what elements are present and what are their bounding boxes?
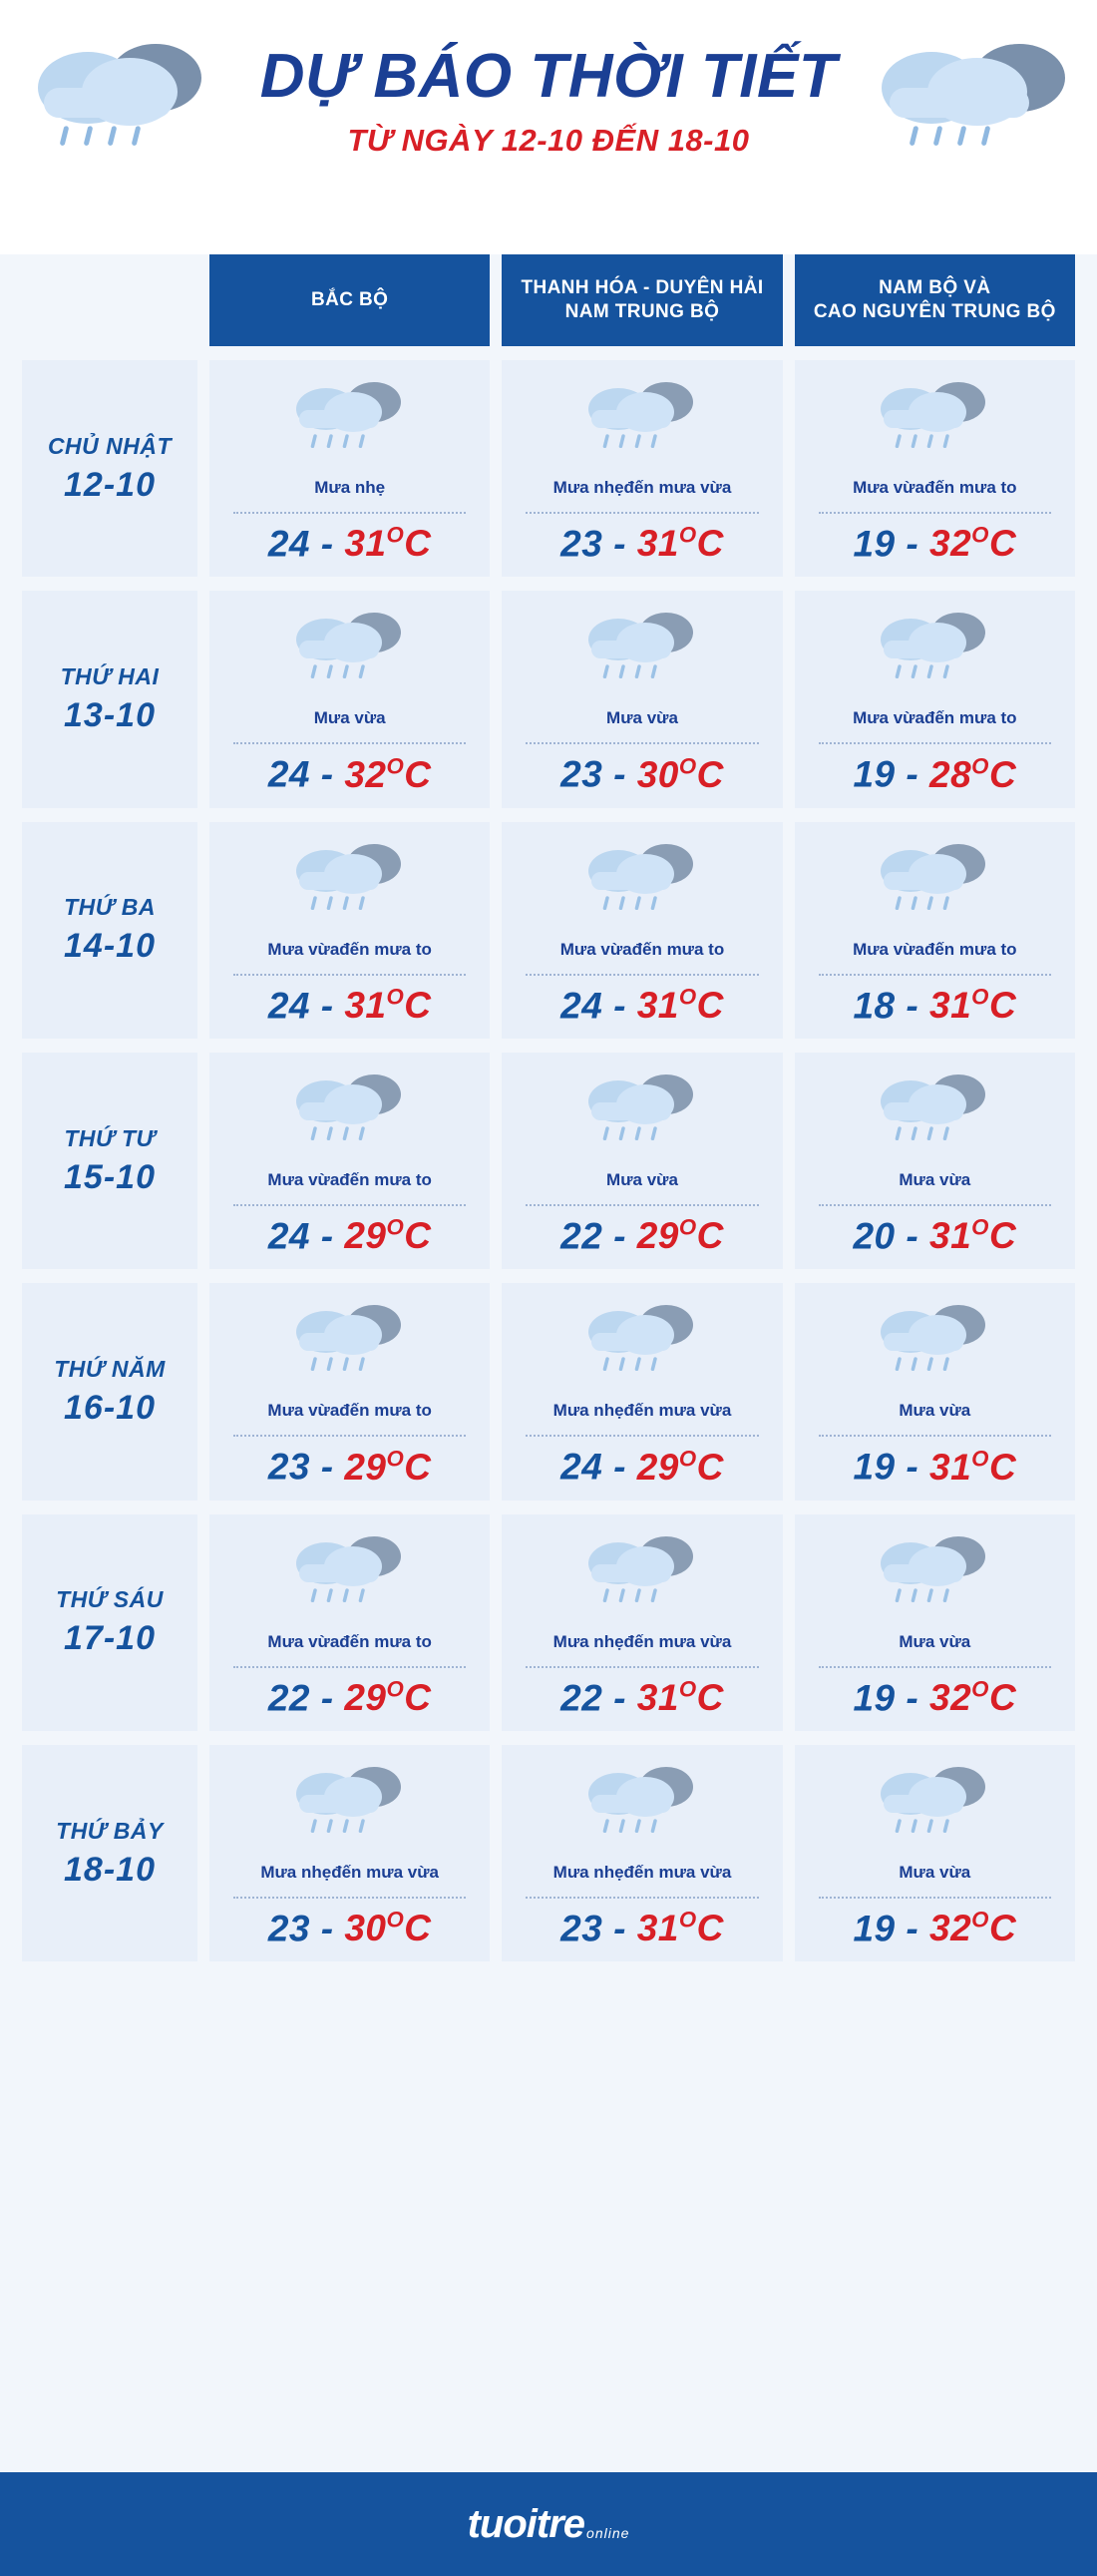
forecast-cell: [502, 1053, 782, 1269]
rain-cloud-icon: [290, 1763, 410, 1843]
condition-text: Mưa vừa: [899, 1169, 971, 1189]
temp-high: $29^OC$: [344, 1446, 432, 1488]
divider: [233, 1435, 466, 1437]
column-header-bac-bo: [209, 254, 490, 346]
day-name: CHỦ NHẬT: [47, 432, 173, 459]
temp-high: $32^OC$: [929, 1907, 1017, 1949]
forecast-cell: [795, 591, 1075, 807]
temp-high: $29^OC$: [344, 1676, 432, 1718]
condition-text: Mưa vừa: [899, 1862, 971, 1882]
column-header-row: [0, 254, 1097, 346]
divider: [526, 512, 758, 514]
day-name: THỨ SÁU: [56, 1586, 164, 1613]
forecast-cell: [502, 1745, 782, 1961]
rain-cloud-icon: [875, 1301, 994, 1381]
day-date: 18-10: [64, 1850, 156, 1889]
temperature-range: $23 - 30^OC$: [560, 753, 724, 795]
forecast-cell: [209, 591, 490, 807]
divider: [819, 1666, 1051, 1668]
temperature-range: $19 - 32^OC$: [853, 1907, 1017, 1949]
page-title: DỰ BÁO THỜI TIẾT: [259, 42, 838, 111]
temp-high: $31^OC$: [929, 1214, 1017, 1257]
rain-cloud-icon: [875, 378, 994, 458]
forecast-cell: [795, 1514, 1075, 1731]
temperature-range: $23 - 31^OC$: [560, 523, 724, 565]
divider: [526, 742, 758, 744]
condition-text: Mưa vừa đến mưa to: [853, 708, 1017, 728]
rain-cloud-icon: [582, 1301, 702, 1381]
forecast-cell: [795, 360, 1075, 577]
forecast-cell: [502, 1283, 782, 1500]
temperature-range: $22 - 29^OC$: [267, 1676, 432, 1718]
forecast-rows: [0, 360, 1097, 1961]
rain-cloud-icon: [582, 1532, 702, 1612]
temp-low: 22: [560, 1676, 603, 1718]
condition-text: Mưa vừa: [899, 1401, 971, 1421]
temperature-range: $19 - 28^OC$: [853, 753, 1017, 795]
temp-low: 22: [560, 1215, 603, 1257]
logo-sub-text: online: [586, 2524, 630, 2541]
temp-low: 19: [853, 753, 896, 795]
day-date: 12-10: [64, 465, 156, 504]
divider: [819, 1897, 1051, 1899]
temp-low: 20: [853, 1215, 896, 1257]
condition-text: Mưa vừa đến mưa to: [853, 939, 1017, 959]
day-name: THỨ HAI: [60, 662, 160, 689]
temp-high: $31^OC$: [929, 1446, 1017, 1488]
forecast-cell: [795, 1283, 1075, 1500]
temp-low: 23: [560, 753, 603, 795]
forecast-row: [22, 822, 1075, 1039]
day-name: THỨ NĂM: [54, 1355, 166, 1382]
temp-low: 24: [267, 753, 310, 795]
temp-high: $31^OC$: [636, 1676, 724, 1718]
day-date: 13-10: [64, 695, 156, 734]
rain-cloud-icon: [870, 30, 1069, 160]
divider: [819, 742, 1051, 744]
temperature-range: $19 - 32^OC$: [853, 1676, 1017, 1718]
condition-text: Mưa nhẹ đến mưa vừa: [260, 1862, 439, 1882]
temperature-range: $24 - 31^OC$: [267, 523, 432, 565]
condition-text: Mưa vừa đến mưa to: [559, 939, 725, 959]
divider: [233, 1204, 466, 1206]
forecast-row: [22, 591, 1075, 807]
divider: [526, 1897, 758, 1899]
forecast-cell: [209, 1053, 490, 1269]
temp-low: 23: [267, 1446, 310, 1488]
divider: [233, 974, 466, 976]
temp-high: $31^OC$: [636, 984, 724, 1026]
condition-text: Mưa vừa: [313, 708, 386, 728]
forecast-cell: [209, 1283, 490, 1500]
temperature-range: $23 - 31^OC$: [560, 1907, 724, 1949]
column-header-label: THANH HÓA - DUYÊN HẢI NAM TRUNG BỘ: [521, 277, 764, 322]
condition-text: Mưa vừa đến mưa to: [267, 1631, 432, 1651]
forecast-row: [22, 360, 1075, 577]
divider: [819, 974, 1051, 976]
rain-cloud-icon: [875, 1763, 994, 1843]
day-name: THỨ TƯ: [64, 1124, 156, 1151]
forecast-cell: [795, 1053, 1075, 1269]
divider: [233, 512, 466, 514]
temp-low: 24: [267, 1215, 310, 1257]
rain-cloud-icon: [28, 30, 227, 160]
forecast-cell: [502, 822, 782, 1039]
forecast-row: [22, 1514, 1075, 1731]
day-date: 17-10: [64, 1619, 156, 1658]
rain-cloud-icon: [582, 840, 702, 920]
forecast-cell: [209, 360, 490, 577]
rain-cloud-icon: [290, 609, 410, 688]
rain-cloud-icon: [875, 1071, 994, 1150]
forecast-cell: [795, 1745, 1075, 1961]
rain-cloud-icon: [875, 1532, 994, 1612]
temp-high: $29^OC$: [344, 1214, 432, 1257]
temp-high: $32^OC$: [929, 523, 1017, 565]
temperature-range: $20 - 31^OC$: [853, 1214, 1017, 1257]
temp-low: 19: [853, 523, 896, 565]
temp-high: $31^OC$: [636, 1907, 724, 1949]
temp-high: $31^OC$: [929, 984, 1017, 1026]
temperature-range: $22 - 29^OC$: [560, 1214, 724, 1257]
column-header-thanh-hoa-duyen-hai-nam-trung-bo: [502, 254, 782, 346]
temperature-range: $23 - 30^OC$: [267, 1907, 432, 1949]
day-label: [22, 360, 197, 577]
temp-high: $30^OC$: [636, 753, 724, 795]
condition-text: Mưa vừa: [606, 1169, 678, 1189]
column-header-nam-bo-cao-nguyen-trung-bo: [795, 254, 1075, 346]
temp-low: 24: [267, 984, 310, 1026]
footer: [0, 2472, 1097, 2576]
day-label: [22, 1514, 197, 1731]
divider: [233, 1666, 466, 1668]
temp-high: $29^OC$: [636, 1214, 724, 1257]
header: [0, 0, 1097, 254]
rain-cloud-icon: [290, 378, 410, 458]
temp-low: 18: [853, 984, 896, 1026]
rain-cloud-icon: [582, 1763, 702, 1843]
day-label: [22, 1053, 197, 1269]
condition-text: Mưa nhẹ đến mưa vừa: [552, 477, 732, 497]
condition-text: Mưa nhẹ: [314, 477, 386, 497]
temp-high: $31^OC$: [344, 984, 432, 1026]
temp-low: 24: [560, 984, 603, 1026]
forecast-cell: [502, 360, 782, 577]
tuoitre-logo: [468, 2502, 630, 2547]
rain-cloud-icon: [290, 1301, 410, 1381]
divider: [233, 1897, 466, 1899]
temperature-range: $24 - 29^OC$: [267, 1214, 432, 1257]
divider: [819, 1435, 1051, 1437]
column-header-spacer: [22, 254, 197, 346]
temp-low: 19: [853, 1908, 896, 1949]
logo-main-text: tuoitre: [467, 2501, 585, 2546]
condition-text: Mưa nhẹ đến mưa vừa: [552, 1401, 732, 1421]
column-header-label: NAM BỘ VÀ CAO NGUYÊN TRUNG BỘ: [813, 277, 1056, 322]
divider: [233, 742, 466, 744]
temperature-range: $24 - 31^OC$: [267, 984, 432, 1026]
temperature-range: $19 - 32^OC$: [853, 523, 1017, 565]
forecast-row: [22, 1053, 1075, 1269]
temp-low: 19: [853, 1676, 896, 1718]
rain-cloud-icon: [582, 609, 702, 688]
divider: [819, 512, 1051, 514]
day-label: [22, 822, 197, 1039]
rain-cloud-icon: [290, 1532, 410, 1612]
day-date: 15-10: [64, 1157, 156, 1196]
day-label: [22, 1283, 197, 1500]
temp-high: $28^OC$: [929, 753, 1017, 795]
temp-low: 23: [560, 1908, 603, 1949]
forecast-row: [22, 1283, 1075, 1500]
condition-text: Mưa vừa đến mưa to: [853, 477, 1017, 497]
condition-text: Mưa vừa: [899, 1631, 971, 1651]
temperature-range: $19 - 31^OC$: [853, 1446, 1017, 1488]
temp-high: $29^OC$: [636, 1446, 724, 1488]
forecast-row: [22, 1745, 1075, 1961]
temp-low: 23: [560, 523, 603, 565]
forecast-cell: [209, 1745, 490, 1961]
temp-high: $32^OC$: [344, 753, 432, 795]
temp-high: $30^OC$: [344, 1907, 432, 1949]
forecast-cell: [502, 1514, 782, 1731]
day-name: THỨ BA: [64, 894, 156, 921]
temp-low: 24: [560, 1446, 603, 1488]
divider: [819, 1204, 1051, 1206]
day-label: [22, 591, 197, 807]
forecast-cell: [795, 822, 1075, 1039]
column-header-label: BẮC BỘ: [310, 289, 389, 311]
page-subtitle: TỪ NGÀY 12-10 ĐẾN 18-10: [347, 123, 750, 159]
day-date: 14-10: [64, 927, 156, 966]
temp-low: 24: [267, 523, 310, 565]
temp-low: 19: [853, 1446, 896, 1488]
temp-high: $32^OC$: [929, 1676, 1017, 1718]
divider: [526, 974, 758, 976]
forecast-cell: [209, 1514, 490, 1731]
temperature-range: $24 - 31^OC$: [560, 984, 724, 1026]
rain-cloud-icon: [875, 609, 994, 688]
day-name: THỨ BẢY: [56, 1817, 164, 1844]
temp-low: 23: [267, 1908, 310, 1949]
condition-text: Mưa nhẹ đến mưa vừa: [552, 1631, 732, 1651]
temp-high: $31^OC$: [344, 523, 432, 565]
forecast-cell: [209, 822, 490, 1039]
condition-text: Mưa vừa đến mưa to: [267, 1401, 432, 1421]
condition-text: Mưa vừa đến mưa to: [267, 1169, 432, 1189]
divider: [526, 1204, 758, 1206]
temperature-range: $22 - 31^OC$: [560, 1676, 724, 1718]
rain-cloud-icon: [582, 1071, 702, 1150]
temperature-range: $23 - 29^OC$: [267, 1446, 432, 1488]
condition-text: Mưa nhẹ đến mưa vừa: [552, 1862, 732, 1882]
temperature-range: $24 - 29^OC$: [560, 1446, 724, 1488]
divider: [526, 1435, 758, 1437]
rain-cloud-icon: [290, 840, 410, 920]
forecast-cell: [502, 591, 782, 807]
divider: [526, 1666, 758, 1668]
temperature-range: $18 - 31^OC$: [853, 984, 1017, 1026]
rain-cloud-icon: [582, 378, 702, 458]
day-date: 16-10: [64, 1388, 156, 1427]
temp-low: 22: [267, 1676, 310, 1718]
rain-cloud-icon: [290, 1071, 410, 1150]
condition-text: Mưa vừa: [606, 708, 678, 728]
temp-high: $31^OC$: [636, 523, 724, 565]
temperature-range: $24 - 32^OC$: [267, 753, 432, 795]
day-label: [22, 1745, 197, 1961]
condition-text: Mưa vừa đến mưa to: [267, 939, 432, 959]
rain-cloud-icon: [875, 840, 994, 920]
